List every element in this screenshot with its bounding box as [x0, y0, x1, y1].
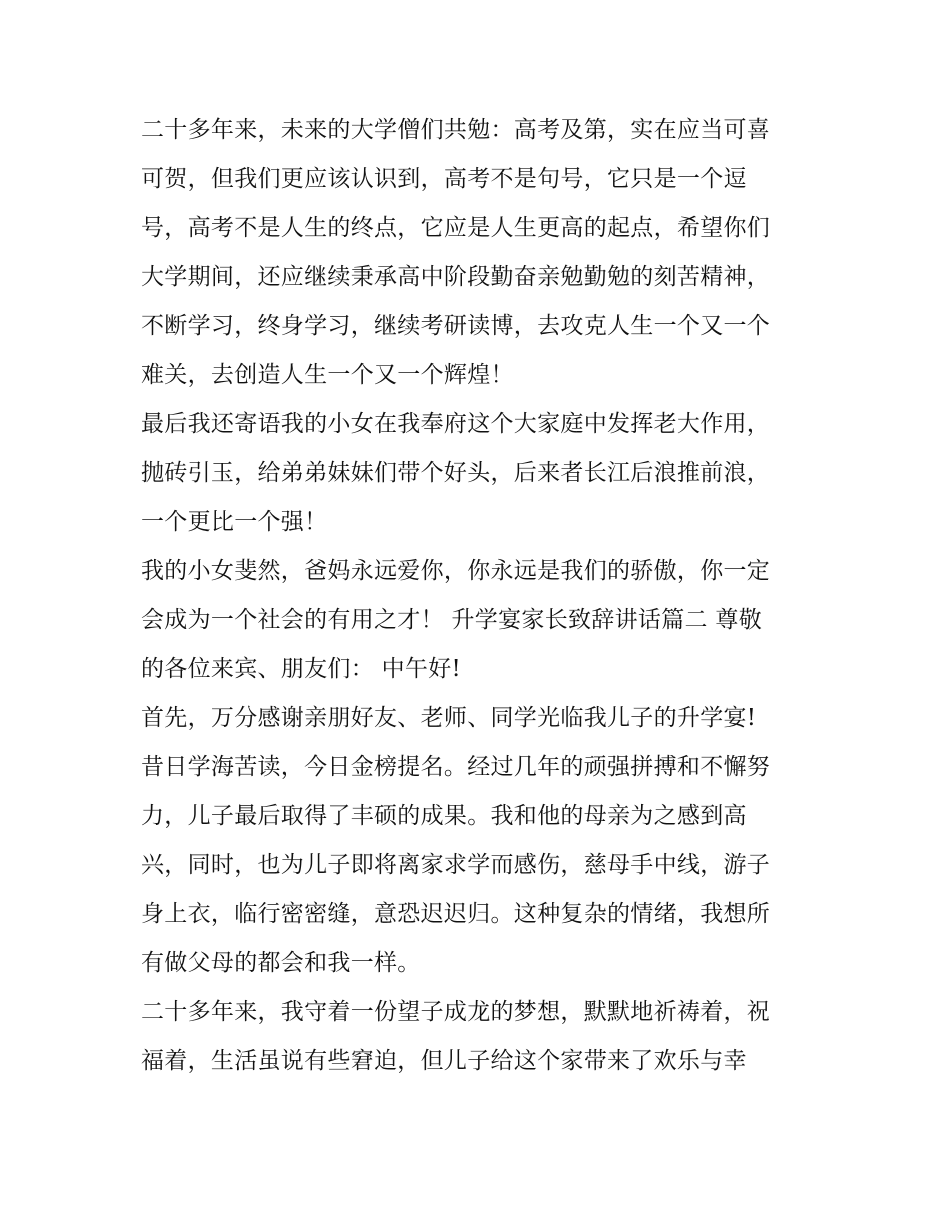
text-line: 兴，同时，也为儿子即将离家求学而感伤，慈母手中线，游子: [141, 852, 771, 878]
text-line: 的各位来宾、朋友们： 中午好!: [141, 656, 462, 682]
text-line: 难关，去创造人生一个又一个辉煌！: [141, 362, 514, 388]
text-line: 首先，万分感谢亲朋好友、老师、同学光临我儿子的升学宴!: [141, 705, 757, 731]
text-line: 会成为一个社会的有用之才！ 升学宴家长致辞讲话篇二 尊敬: [141, 607, 763, 633]
text-line: 昔日学海苦读，今日金榜提名。经过几年的顽强拼搏和不懈努: [141, 754, 771, 780]
text-line: 可贺，但我们更应该认识到，高考不是句号，它只是一个逗: [141, 166, 747, 192]
text-line: 一个更比一个强！: [141, 509, 328, 535]
text-line: 福着，生活虽说有些窘迫，但儿子给这个家带来了欢乐与幸: [141, 1048, 747, 1074]
text-line: 不断学习，终身学习，继续考研读博，去攻克人生一个又一个: [141, 313, 771, 339]
text-line: 二十多年来，未来的大学僧们共勉：高考及第，实在应当可喜: [141, 117, 771, 143]
text-line: 力，儿子最后取得了丰硕的成果。我和他的母亲为之感到高: [141, 803, 747, 829]
text-line: 最后我还寄语我的小女在我奉府这个大家庭中发挥老大作用，: [141, 411, 771, 437]
text-line: 大学期间，还应继续秉承高中阶段勤奋亲勉勤勉的刻苦精神，: [141, 264, 771, 290]
text-line: 二十多年来，我守着一份望子成龙的梦想，默默地祈祷着，祝: [141, 999, 771, 1025]
text-line: 身上衣，临行密密缝，意恐迟迟归。这种复杂的情绪，我想所: [141, 901, 771, 927]
text-line: 有做父母的都会和我一样。: [141, 950, 421, 976]
text-line: 我的小女斐然，爸妈永远爱你，你永远是我们的骄傲，你一定: [141, 558, 771, 584]
text-line: 抛砖引玉，给弟弟妹妹们带个好头，后来者长江后浪推前浪，: [141, 460, 771, 486]
text-line: 号，高考不是人生的终点，它应是人生更高的起点，希望你们: [141, 215, 771, 241]
document-body: [141, 106, 813, 1086]
